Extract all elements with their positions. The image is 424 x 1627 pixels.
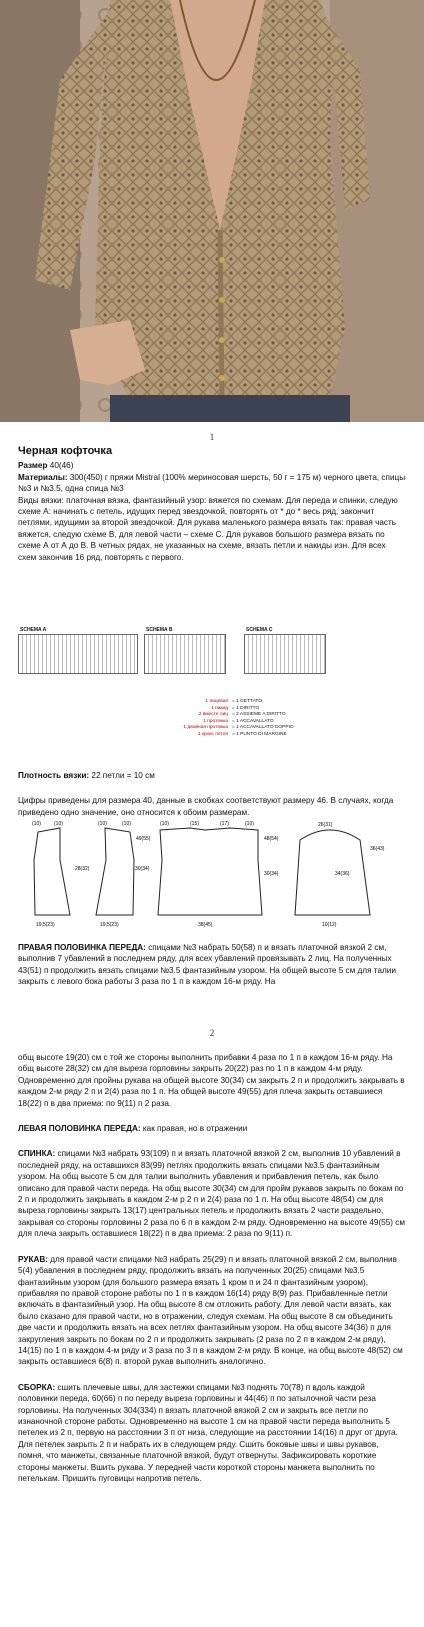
pattern-label: 36(43) bbox=[370, 846, 385, 852]
legend-row: 1 протяжка = 1 ACCAVALLATO bbox=[203, 718, 274, 724]
pattern-diagrams bbox=[30, 820, 394, 930]
pattern-label: 34(36) bbox=[335, 871, 350, 877]
cardigan-photo bbox=[0, 0, 424, 422]
right-front-paragraph: ПРАВАЯ ПОЛОВИНКА ПЕРЕДА: спицами №3 набрать 50(58) п и вязать платочной вязкой 2 см, выполнив 7 убавлений в последнем ряду, для всех убавлений провязывать 2 лиц. На полученных 43(51) п продолжить вязать спицами №3.5 фантазийным узором. На общей высоте 5 см для талии закрыть с левого бока работы 3 раза по 1 п в каждом 16-м ряду. На bbox=[18, 943, 396, 987]
legend-row: 1 лицевая = 1 GETTATO bbox=[205, 699, 262, 704]
page-2-text bbox=[18, 1052, 406, 1484]
pattern-label: 19,5(23) bbox=[36, 922, 55, 928]
sleeve-paragraph: РУКАВ: для правой части спицами №3 набрать 25(29) п и вязать платочной вязкой 2 см, выполнив 5(4) убавления в последнем ряду, продолжить вязать на полученных 20(25) спицами №3.5 фантазийным узором (для большого размера вязать 1 кром п и 24 п фантазийным узором), прибавляя по правой стороне работы по 1 п в каждом 16(14) ряду 8(9) раз. Прибавленные петли включать в фантазийный узор. На общ высоте 8 см отложить работу. Для левой части вязать, как было сказано для правой части, но в отражении, следуя схемам. На общ высоте 8 см объединить две части и продолжить вязать на всех петлях фантазийным узором. На общ высоте 34(36) п для закругления закрыть по бокам по 2 п и продолжить закрывать (2 раза по 2 п в каждом 2-м ряду), 14(15) по 1 п в каждом 4-м ряду и 3 раза по 3 п в каждом 2-м ряду. В конце, на общ высоте 48(52) см закрыть оставшиеся 6(8) п. второй рукав выполнить аналогично. bbox=[18, 1254, 403, 1367]
page-title: Черная кофточка bbox=[18, 445, 113, 457]
pattern-label: (17) bbox=[220, 821, 229, 827]
size-line: Размер 40(46) bbox=[18, 461, 74, 471]
knitting-charts bbox=[18, 628, 406, 738]
legend-row: 2 вместе лиц = 2 ASSIEME A DIRITTO bbox=[198, 712, 286, 718]
pattern-label: (10) bbox=[54, 821, 63, 827]
materials-line: Материалы: 300(450) г пряжи Mistral (100% мериносовая шерсть, 50 г = 175 м) черного цвета, спицы №3 и №3.5, одна спица №3 bbox=[18, 472, 406, 494]
pattern-label: (10) bbox=[245, 821, 254, 827]
schema-a-label: SCHEMA A bbox=[20, 627, 47, 633]
schema-b-label: SCHEMA B bbox=[146, 627, 173, 633]
schema-c-label: SCHEMA C bbox=[246, 627, 273, 633]
sizes-note: Цифры приведены для размера 40, данные в скобках соответствуют размеру 46. В случаях, когда приведено одно значение, оно относится к обоим размерам. bbox=[18, 796, 394, 817]
right-front-block bbox=[18, 942, 406, 988]
pattern-label: 28(32) bbox=[75, 866, 90, 872]
right-front-continued: общ высоте 19(20) см с той же стороны выполнить прибавки 4 раза по 1 п в каждом 16-м ряду. На общ высоте 28(32) см для выреза горловины закрыть 20(22) раз по 1 п в каждом 4-м ряду. Одновременно для пройны рукава на общей высоте 30(34) см закрыть 2 п и продолжить закрывать в каждом 2-м ряду 2 п и 2(4) раза по 1 п. На общей высоте 49(55) для плеча закрыть оставшиеся 18(22) п в два приема: по 9(11) п 2 раза. bbox=[18, 1053, 405, 1108]
pattern-label: 30(34) bbox=[264, 871, 279, 877]
page-number: 2 bbox=[209, 1028, 215, 1038]
density-line: Плотность вязки: 22 петли = 10 см bbox=[18, 771, 155, 780]
legend-row: 1 кром. петля = 1 PUNTO DI MARGINE bbox=[198, 731, 287, 737]
schema-a-chart bbox=[18, 634, 138, 674]
pattern-label: 19,5(23) bbox=[100, 922, 119, 928]
back-paragraph: СПИНКА: спицами №3 набрать 93(109) п и вязать платочной вязкой 2 см, выполнив 10 убавлений в последней ряду, на оставшихся 83(99) петлях продолжить вязать спицами №3.5 фантазийным узором. На общ высоте 5 см для талии выполнить убавления и прибавления петель, как было описано для правой части переда. На общ высоте 30(34) см для пройм рукавов закрыть по бокам по 2 п и продолжить закрывать в каждом 2-м р 2 п и 2(4) раза по 1 п. На общ высоте 48(54) см для выреза горловины закрыть 13(17) центральных петель и продолжить вязать 2 части раздельно, закрывая со стороны горловины 2 раза по 6 п в каждом 2-м ряду. Одновременно на высоте 49(55) см для плеча закрыть оставшиеся 18(22) п в два приема: 2 раза по 9(11) п. bbox=[18, 1149, 406, 1239]
pattern-label: (10) bbox=[160, 821, 169, 827]
legend-row: 1 накид = 1 DIRITTO bbox=[211, 705, 260, 711]
pattern-label: (10) bbox=[32, 821, 41, 827]
legend-row: 1 двойная протяжка = 1 ACCAVALLATO DOPPIO bbox=[183, 725, 294, 731]
pattern-label: (10) bbox=[122, 821, 131, 827]
left-front-paragraph: ЛЕВАЯ ПОЛОВИНКА ПЕРЕДА: как правая, но в отражении bbox=[18, 1124, 248, 1134]
schema-c-chart bbox=[244, 634, 326, 674]
pattern-label: 30(34) bbox=[135, 866, 150, 872]
pattern-label: 38(45) bbox=[198, 922, 213, 928]
page-number: 1 bbox=[209, 432, 215, 442]
intro-paragraph: Виды вязки: платочная вязка, фантазийный узор: вяжется по схемам. Для переда и спинки, следую схеме А: начинать с петель, идущих перед звездочкой, повторять от * до * весь ряд, закончит петлями, идущими за второй звездочкой. Для рукава маленького размера вязать так: правая часть вяжется, следую схеме В, для левой части – схеме С. Для рукавов большого размера вязать по схеме А от А до В. В четных рядах, не указанных на схеме, вязать петли и накиды изн. Для всех схем закончив 16 ряд, повторять с первого. bbox=[18, 495, 398, 562]
pattern-label: 48(54) bbox=[264, 836, 279, 842]
pattern-label: (15) bbox=[190, 821, 199, 827]
pattern-label: 49(55) bbox=[136, 836, 151, 842]
chart-legend bbox=[168, 699, 294, 739]
pattern-label: 10(12) bbox=[322, 922, 337, 928]
schema-b-chart bbox=[144, 634, 226, 674]
density-block bbox=[18, 770, 406, 818]
page-1-text bbox=[18, 446, 406, 563]
pattern-label: (10) bbox=[98, 821, 107, 827]
pattern-label: 26(31) bbox=[318, 822, 333, 828]
assembly-paragraph: СБОРКА: сшить плечевые швы, для застежки спицами №3 поднять 70(78) п вдоль каждой половинки переда, 60(66) п по переду выреза горловины и 44(46) п по затылочной части реза горловины. На полученных 304(334) п вязать платочной вязкой 2 см и закрыть все петли по изнаночной стороне работы. Одновременно на высоте 1 см на правой части переда выполнить 5 петелек из 2 п, первую на расстоянии 3 п от низа, следующие на расстоянии 14(16) п друг от друга. Для петелек закрыть 2 п и набрать их в следующем ряду. Сшить боковые швы и швы рукавов, помня, что манжеты, связанные платочной вязкой, будут отвернуты. Зафиксировать короткие стороны манжеты. Вшить рукава. У передней части короткой стороны манжета выполнить по петелькам. Пришить пуговицы напротив петель. bbox=[18, 1382, 398, 1483]
